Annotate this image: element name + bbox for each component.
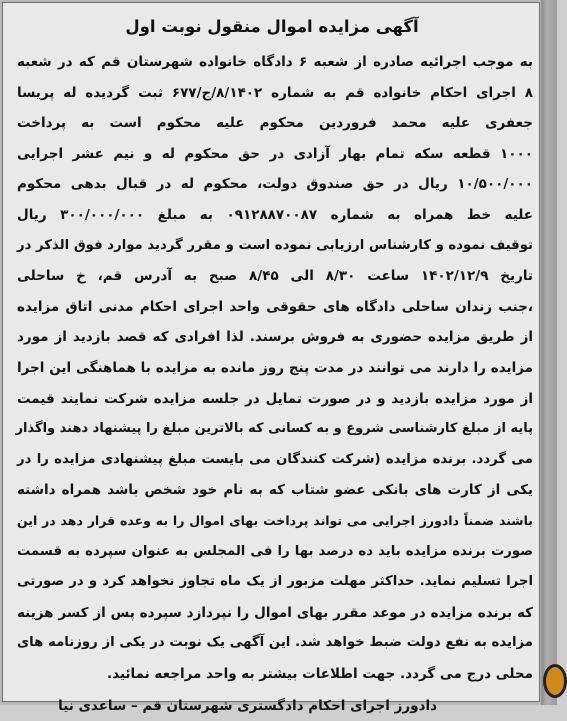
notice-line: یکی از کارت های بانکی عضو شتاب که به نام خود شخص باشد همراه داشته [17, 482, 533, 499]
notice-line: جعفری علیه محمد فروردین محکوم علیه محکوم است به پرداخت [17, 115, 533, 132]
notice-line: علیه خط همراه به شماره ۰۹۱۲۸۸۷۰۰۸۷ به مبلغ ۳۰۰/۰۰۰/۰۰۰ ریال [17, 206, 533, 223]
notice-line: توقیف نموده و کارشناس ارزیابی نموده است و مقرر گردید موارد فوق الذکر در [17, 237, 533, 253]
adjacent-page-edge [541, 0, 557, 705]
corner-badge-icon [543, 664, 567, 698]
notice-line: از طریق مزایده حضوری به فروش برسند. لذا افرادی که قصد بازدید از مورد [17, 329, 533, 346]
notice-line: مزایده را دارند می توانند در مدت پنج روز مانده به مزایده با هماهنگی این اجرا [17, 359, 533, 376]
notice-line: پایه از مبلغ کارشناسی شروع و به کسانی که بالاترین مبلغ را پیشنهاد دهند واگذار [15, 421, 533, 437]
notice-title: آگهی مزایده اموال منقول نوبت اول [125, 17, 419, 36]
notice-line: می گردد. برنده مزایده (شرکت کنندگان می بایست مبلغ پیشنهادی مزایده را در [17, 451, 533, 467]
notice-line: اجرا تسلیم نماید. حداکثر مهلت مزبور از یک ماه تجاوز نخواهد کرد و در صورتی [17, 574, 533, 590]
notice-line: تاریخ ۱۴۰۲/۱۲/۹ ساعت ۸/۳۰ الی ۸/۴۵ صبح به آدرس قم، خ ساحلی [17, 268, 533, 285]
notice-line: صورت برنده مزایده باید ده درصد بها را فی المجلس به عنوان سپرده به قسمت [17, 543, 533, 559]
notice-signature: دادورز اجرای احکام دادگستری شهرستان قم – ساعدی نیا [58, 698, 437, 715]
notice-body [17, 47, 533, 721]
notice-line: باشند ضمناً دادورز اجرایی می تواند پرداخت بهای اموال را به وعده قرار دهد در این [17, 512, 533, 528]
notice-line-last: محلی درج می گردد. جهت اطلاعات بیشتر به واحد مراجعه نمائید. [107, 665, 533, 682]
notice-line: ۸ اجرای احکام خانواده قم به شماره ۸/۱۴۰۲/ج/۶۷۷ ثبت گردیده له پریسا [17, 84, 533, 101]
notice-line: از مورد مزایده بازدید و در صورت تمایل در جلسه مزایده شرکت نمایند قیمت [17, 390, 533, 407]
notice-line: ،جنب زندان ساحلی دادگاه های حقوقی واحد اجرای احکام مدنی اتاق مزایده [17, 298, 533, 315]
notice-line: که برنده مزایده در موعد مقرر بهای اموال را نپردازد سپرده پس از کسر هزینه [17, 604, 533, 621]
notice-line: به موجب اجرائیه صادره از شعبه ۶ دادگاه خانواده شهرستان قم که در شعبه [17, 54, 533, 70]
notice-line: ۱۰/۵۰۰/۰۰۰ ریال در حق صندوق دولت، محکوم له در قبال بدهی محکوم [17, 176, 533, 193]
newspaper-notice [2, 2, 540, 715]
notice-line: ۱۰۰۰ قطعه سکه تمام بهار آزادی در حق محکوم له و نیم عشر اجرایی [17, 145, 533, 162]
notice-line: مزایده به نفع دولت ضبط خواهد شد. این آگهی یک نوبت در یکی از روزنامه های [17, 635, 533, 651]
